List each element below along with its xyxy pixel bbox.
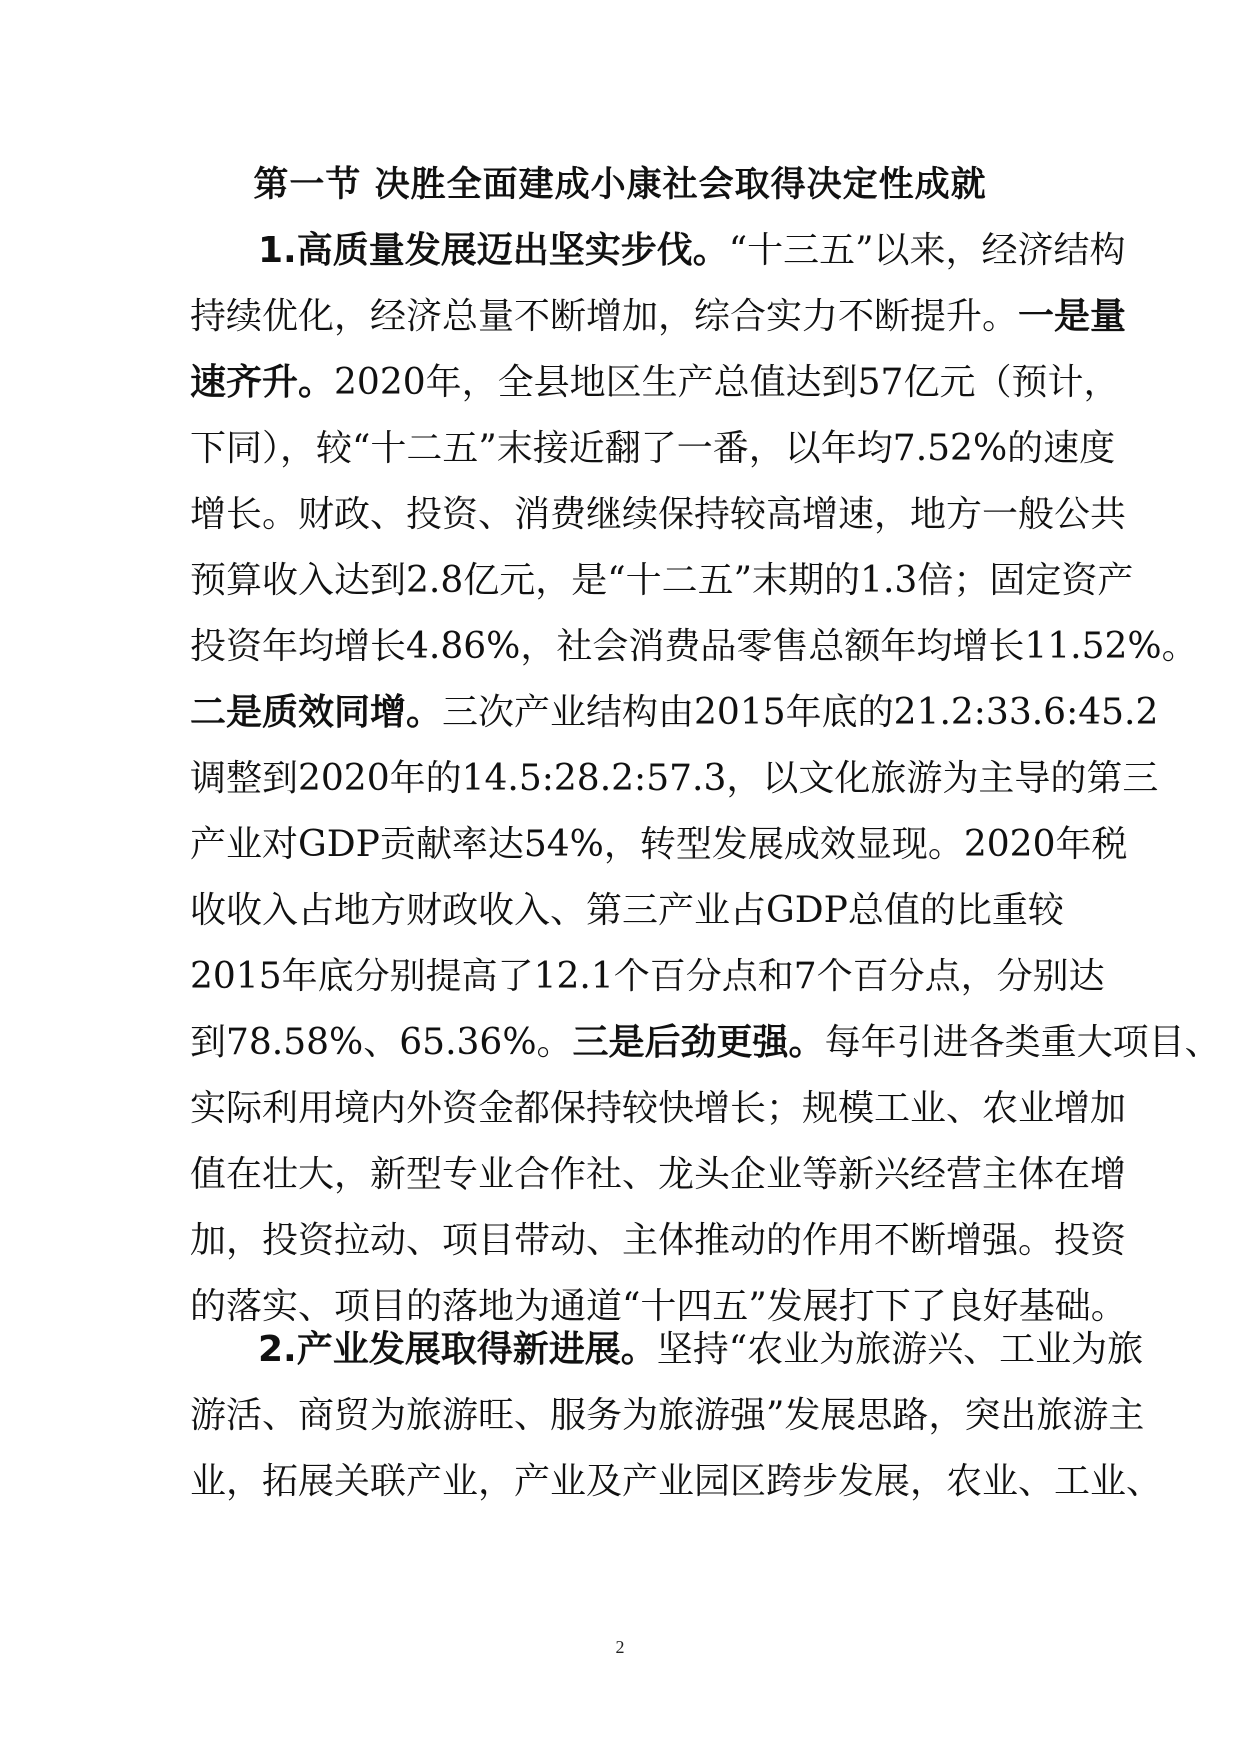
line-text: 预算收入达到2.8亿元，是“十二五”末期的1.3倍；固定资产 [190,560,1134,601]
paragraph-1 [190,218,1221,1340]
paragraph-line [190,218,1126,284]
line-text: 实际利用境内外资金都保持较快增长；规模工业、农业增加 [190,1088,1127,1129]
paragraph-line [190,680,1159,746]
paragraph-line [190,1010,1221,1076]
line-text: 游活、商贸为旅游旺、服务为旅游强”发展思路，突出旅游主 [190,1395,1145,1436]
paragraph-line [190,1208,1127,1274]
paragraph-line [190,614,1198,680]
bold-heading: 速齐升。 [190,362,335,403]
line-text: 增长。财政、投资、消费继续保持较高增速，地方一般公共 [190,494,1127,535]
line-text: 投资年均增长4.86%，社会消费品零售总额年均增长11.52%。 [190,626,1198,667]
page-number: 2 [615,1637,625,1657]
line-text: 产业对GDP贡献率达54%，转型发展成效显现。2020年税 [190,824,1128,865]
paragraph-line [190,812,1128,878]
paragraph-line [190,1449,1163,1515]
line-text: 2020年，全县地区生产总值达到57亿元（预计， [334,362,1120,403]
paragraph-line [190,1142,1127,1208]
section-title: 第一节 决胜全面建成小康社会取得决定性成就 [253,165,987,205]
paragraph-line [190,746,1159,812]
paragraph-line [190,482,1127,548]
paragraph-line [190,416,1116,482]
paragraph-line [190,284,1127,350]
line-text: 坚持“农业为旅游兴、工业为旅 [656,1329,1144,1370]
line-text: 下同），较“十二五”末接近翻了一番，以年均7.52%的速度 [190,428,1116,469]
bold-heading: 1.高质量发展迈出坚实步伐。 [258,230,729,271]
line-text: 到78.58%、65.36%。 [190,1022,573,1063]
line-text: 收收入占地方财政收入、第三产业占GDP总值的比重较 [190,890,1064,931]
line-text: 值在壮大，新型专业合作社、龙头企业等新兴经营主体在增 [190,1154,1127,1195]
bold-heading: 2.产业发展取得新进展。 [258,1329,657,1370]
line-text: 三次产业结构由2015年底的21.2:33.6:45.2 [442,692,1159,733]
line-text: 加，投资拉动、项目带动、主体推动的作用不断增强。投资 [190,1220,1127,1261]
bold-heading: 三是后劲更强。 [572,1022,825,1063]
paragraph-line [190,548,1134,614]
line-text: 业，拓展关联产业，产业及产业园区跨步发展，农业、工业、 [190,1461,1163,1502]
line-text: 持续优化，经济总量不断增加，综合实力不断提升。 [190,296,1019,337]
bold-heading: 二是质效同增。 [190,692,443,733]
line-text: 每年引进各类重大项目、 [824,1022,1221,1063]
paragraph-line [190,944,1105,1010]
paragraph-2 [190,1317,1163,1515]
paragraph-line [190,350,1120,416]
line-text: “十三五”以来，经济结构 [728,230,1126,271]
paragraph-line [190,1383,1145,1449]
paragraph-line [190,878,1064,944]
line-text: 2015年底分别提高了12.1个百分点和7个百分点，分别达 [190,956,1105,997]
line-text: 的落实、项目的落地为通道“十四五”发展打下了良好基础。 [190,1286,1127,1327]
line-text: 调整到2020年的14.5:28.2:57.3，以文化旅游为主导的第三 [190,758,1159,799]
bold-heading: 一是量 [1018,296,1127,337]
paragraph-line [190,1317,1144,1383]
paragraph-line [190,1076,1127,1142]
